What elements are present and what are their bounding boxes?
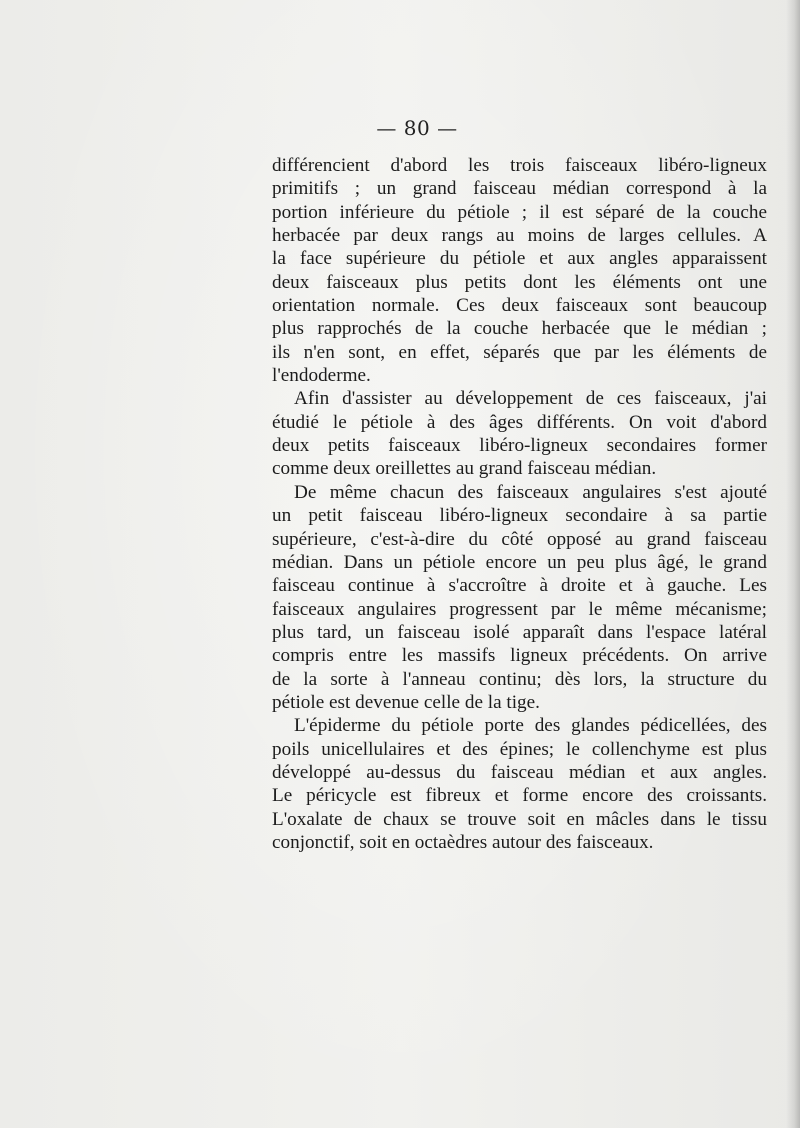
- text-line: différencient d'abord les trois faisceaux libéro-ligneux: [272, 155, 767, 176]
- text-line: De même chacun des faisceaux angulaires s'est ajouté: [294, 481, 767, 503]
- text-line: Afin d'assister au développement de ces faisceaux, j'ai: [294, 388, 767, 410]
- text-line: médian. Dans un pétiole encore un peu plus âgé, le grand: [272, 551, 767, 573]
- text-line: l'endoderme.: [272, 365, 371, 387]
- text-line: portion inférieure du pétiole ; il est séparé de la couche: [272, 201, 767, 223]
- text-line: compris entre les massifs ligneux précédents. On arrive: [272, 645, 767, 667]
- text-line: la face supérieure du pétiole et aux angles apparaissent: [272, 248, 767, 270]
- text-line: poils unicellulaires et des épines; le collenchyme est plus: [272, 738, 767, 760]
- page-edge-shadow: [786, 0, 800, 1128]
- text-line: pétiole est devenue celle de la tige.: [272, 691, 540, 713]
- text-line: deux faisceaux plus petits dont les éléments ont une: [272, 271, 767, 293]
- text-line: ils n'en sont, en effet, séparés que par les éléments de: [272, 341, 767, 363]
- text-line: Le péricycle est fibreux et forme encore des croissants.: [272, 785, 767, 807]
- text-line: faisceaux angulaires progressent par le même mécanisme;: [272, 598, 767, 620]
- text-line: comme deux oreillettes au grand faisceau médian.: [272, 458, 657, 480]
- text-line: développé au-dessus du faisceau médian et aux angles.: [272, 761, 767, 783]
- text-line: faisceau continue à s'accroître à droite et à gauche. Les: [272, 575, 767, 597]
- text-line: primitifs ; un grand faisceau médian correspond à la: [272, 178, 767, 200]
- body-text: [272, 154, 767, 854]
- text-line: de la sorte à l'anneau continu; dès lors, la structure du: [272, 668, 767, 690]
- text-line: herbacée par deux rangs au moins de larges cellules. A: [272, 225, 767, 247]
- text-line: orientation normale. Ces deux faisceaux sont beaucoup: [272, 295, 767, 317]
- text-line: conjonctif, soit en octaèdres autour des faisceaux.: [272, 831, 654, 853]
- text-line: deux petits faisceaux libéro-ligneux secondaires former: [272, 435, 767, 457]
- text-line: L'oxalate de chaux se trouve soit en mâcles dans le tissu: [272, 808, 767, 830]
- text-line: plus rapprochés de la couche herbacée que le médian ;: [272, 318, 767, 340]
- text-line: étudié le pétiole à des âges différents. On voit d'abord: [272, 411, 767, 433]
- page-number: — 80 —: [376, 116, 458, 140]
- text-line: L'épiderme du pétiole porte des glandes pédicellées, des: [294, 715, 767, 737]
- text-line: plus tard, un faisceau isolé apparaît dans l'espace latéral: [272, 621, 767, 643]
- text-line: supérieure, c'est-à-dire du côté opposé au grand faisceau: [272, 528, 767, 550]
- text-line: un petit faisceau libéro-ligneux secondaire à sa partie: [272, 505, 767, 527]
